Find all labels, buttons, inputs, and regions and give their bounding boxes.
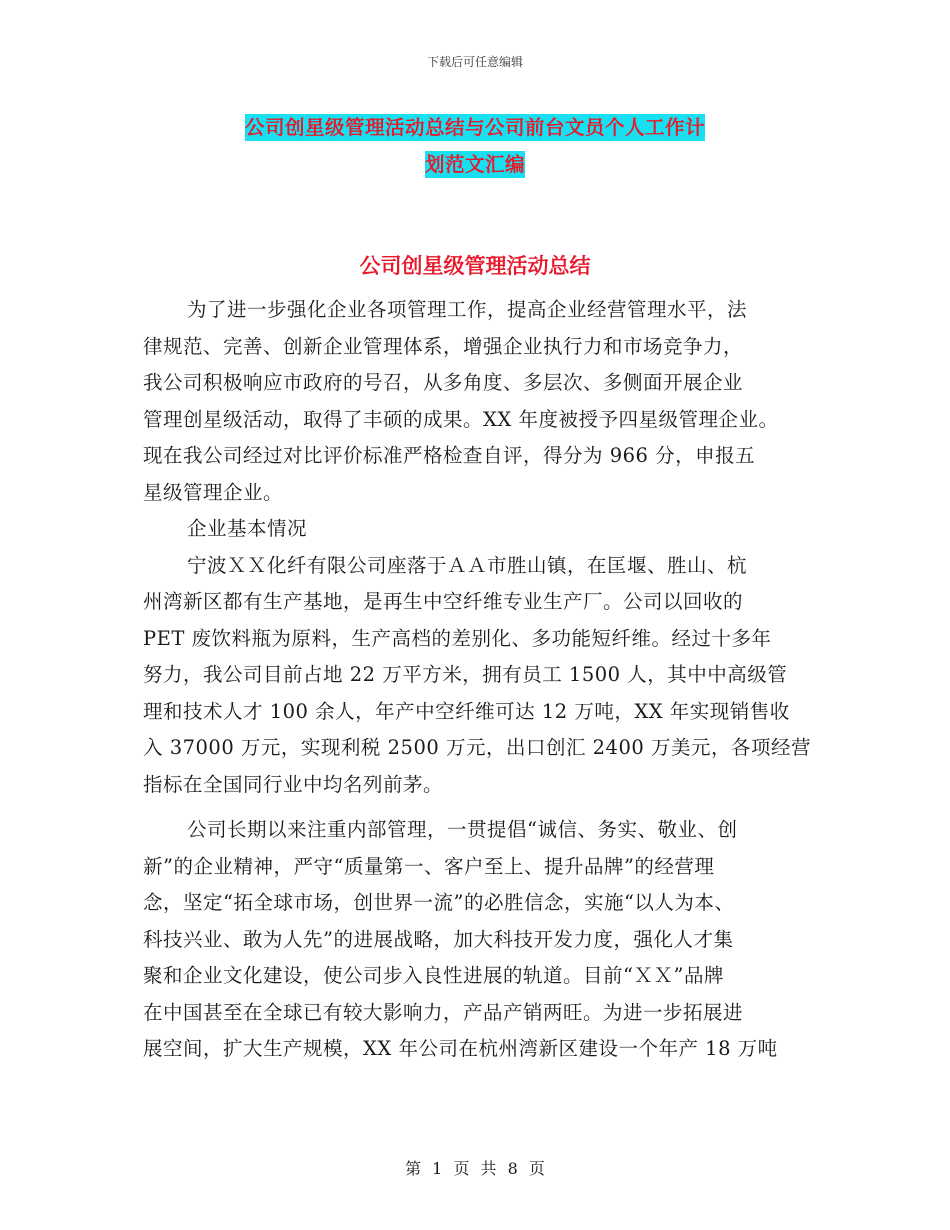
paragraph-line: 我公司积极响应市政府的号召，从多角度、多层次、多侧面开展企业 bbox=[143, 371, 744, 394]
section-title: 公司创星级管理活动总结 bbox=[359, 254, 591, 278]
page-footer: 第 1 页 共 8 页 bbox=[405, 1159, 545, 1178]
paragraph-line: 努力，我公司目前占地 22 万平方米，拥有员工 1500 人，其中中高级管 bbox=[143, 663, 788, 686]
paragraph-line: 现在我公司经过对比评价标准严格检查自评，得分为 966 分，申报五 bbox=[143, 444, 756, 467]
paragraph-line: 管理创星级活动，取得了丰硕的成果。XX 年度被授予四星级管理企业。 bbox=[143, 407, 779, 431]
paragraph-line: 为了进一步强化企业各项管理工作，提高企业经营管理水平，法 bbox=[187, 298, 748, 321]
paragraph-line: 星级管理企业。 bbox=[143, 480, 284, 504]
title-line-1: 公司创星级管理活动总结与公司前台文员个人工作计 bbox=[244, 116, 705, 139]
paragraph-line: 州湾新区都有生产基地，是再生中空纤维专业生产厂。公司以回收的 bbox=[143, 590, 744, 613]
paragraph-line: 律规范、完善、创新企业管理体系，增强企业执行力和市场竞争力， bbox=[143, 334, 744, 358]
paragraph-line: 宁波ＸＸ化纤有限公司座落于ＡＡ市胜山镇，在匡堰、胜山、杭 bbox=[187, 553, 748, 577]
paragraph-line: 指标在全国同行业中均名列前茅。 bbox=[143, 772, 444, 796]
body-text bbox=[143, 292, 818, 1068]
paragraph-line: 科技兴业、敢为人先”的进展战略，加大科技开发力度，强化人才集 bbox=[143, 927, 734, 951]
paragraph-line: 理和技术人才 100 余人，年产中空纤维可达 12 万吨，XX 年实现销售收 bbox=[143, 699, 790, 723]
paragraph-line: 念，坚定“拓全球市场，创世界一流”的必胜信念，实施“以人为本、 bbox=[143, 891, 735, 914]
paragraph-line: PET 废饮料瓶为原料，生产高档的差别化、多功能短纤维。经过十多年 bbox=[143, 626, 772, 650]
paragraph-line: 展空间，扩大生产规模，XX 年公司在杭州湾新区建设一个年产 18 万吨 bbox=[143, 1037, 778, 1060]
paragraph-line: 入 37000 万元，实现利税 2500 万元，出口创汇 2400 万美元，各项经营 bbox=[143, 736, 811, 759]
header-note: 下载后可任意编辑 bbox=[426, 55, 523, 69]
document-title bbox=[0, 110, 950, 183]
title-line-2: 划范文汇编 bbox=[424, 152, 525, 176]
paragraph-line: 聚和企业文化建设，使公司步入良性进展的轨道。目前“ＸＸ”品牌 bbox=[143, 964, 724, 987]
paragraph-line: 在中国甚至在全球已有较大影响力，产品产销两旺。为进一步拓展进 bbox=[143, 1000, 744, 1024]
paragraph-line: 新”的企业精神，严守“质量第一、客户至上、提升品牌”的经营理 bbox=[143, 854, 715, 878]
paragraph-line: 公司长期以来注重内部管理，一贯提倡“诚信、务实、敬业、创 bbox=[187, 818, 738, 841]
subheading: 企业基本情况 bbox=[187, 517, 308, 540]
